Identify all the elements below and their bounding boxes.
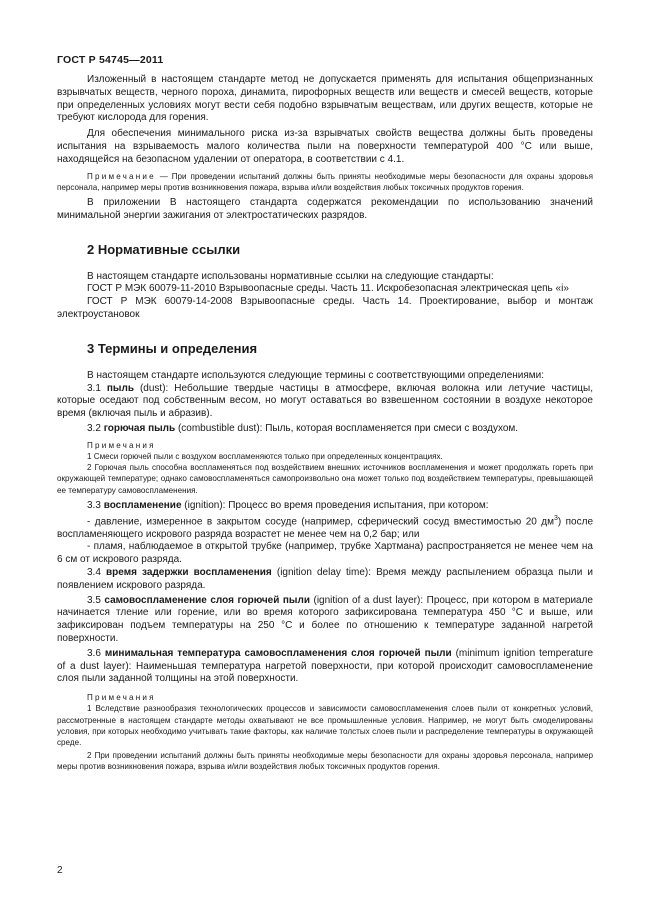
term-number: 3.3 xyxy=(87,499,104,511)
note-text: — При проведении испытаний должны быть приняты необходимые меры безопасности для охраны здоровья персонала, например меры против возникновения пожара, взрыва и/или воздействия любых токсичных продуктов горения. xyxy=(57,171,593,192)
intro-paragraph-3: В приложении В настоящего стандарта содержатся рекомендации по использованию значений минимальной энергии зажигания от электростатических разрядов. xyxy=(57,196,593,221)
section-2-intro: В настоящем стандарте использованы нормативные ссылки на следующие стандарты: xyxy=(87,270,494,282)
term-definition: (minimum ignition temperature of a dust layer): Наименьшая температура нагретой поверхности, при которой происходит самовоспламенение слоя пыли заданной толщины на этой поверхности. xyxy=(57,647,593,685)
term-number: 3.6 xyxy=(87,647,105,659)
note-2-1: 1 Вследствие разнообразия технологических процессов и зависимости самовоспламенения слоев пыли от конкретных условий, рассмотренные в настоящем стандарте методы охватывают не все промышленные условия. Например, не могут быть смоделированы условия, при которых необходимо учитывать такие факторы, как наличие толстых слоев пыли и распределение температуры в окружающей среде. xyxy=(57,704,593,748)
term-3-3-item-flame: - пламя, наблюдаемое в открытой трубке (например, трубке Хартмана) распространяется не менее чем на 6 см от искрового разряда. xyxy=(57,541,593,566)
intro-note xyxy=(57,171,593,193)
term-name: пыль xyxy=(106,382,134,394)
term-definition: (combustible dust): Пыль, которая воспламеняется при смеси с воздухом. xyxy=(175,422,519,434)
term-3-3-item-pressure xyxy=(57,513,593,542)
term-3-6 xyxy=(57,648,593,686)
item-text: ) после воспламеняющего искрового разряда возрастет не менее чем на 0,2 бар; или xyxy=(57,515,593,540)
section-3-intro: В настоящем стандарте используются следующие термины с соответствующими определениями: xyxy=(87,369,545,381)
note-2-2: 2 При проведении испытаний должны быть приняты необходимые меры безопасности для охраны здоровья персонала, например меры против возникновения пожара, взрыва и/или воздействия любых токсичных продуктов горения. xyxy=(57,751,593,772)
reference-gost-60079-14: ГОСТ Р МЭК 60079-14-2008 Взрывоопасные среды. Часть 14. Проектирование, выбор и монтаж электроустановок xyxy=(57,296,593,320)
term-name: время задержки воспламенения xyxy=(106,567,272,579)
term-3-4 xyxy=(57,567,593,593)
term-3-3 xyxy=(57,500,593,513)
term-name: минимальная температура самовоспламенения слоя горючей пыли xyxy=(104,647,452,659)
term-definition: (ignition of a dust layer): Процесс, при котором в материале начинается тление или горение, или во время которого зафиксирована температура 450 °С и выше, или зафиксирован подъем температуры на 250 °С и более по отношению к температуре заданной нагретой поверхности. xyxy=(57,594,593,645)
superscript: 3 xyxy=(553,514,558,522)
item-text: - давление, измеренное в закрытом сосуде (например, сферический сосуд вместимостью 20 дм xyxy=(87,515,554,527)
notes-label-2: Примечания xyxy=(87,693,156,703)
intro-paragraph-1: Изложенный в настоящем стандарте метод не допускается применять для испытания общепризнанных взрывчатых веществ, черного пороха, динамита, пирофорных веществ или веществ и смесей веществ, которые при определенных условиях могут вести себя подобно взрывчатым веществам, или других веществ, которые не требуют кислорода для горения. xyxy=(57,74,593,124)
term-number: 3.5 xyxy=(87,594,105,606)
page-number: 2 xyxy=(57,865,63,876)
term-definition: (ignition): Процесс во время проведения испытания, при котором: xyxy=(181,499,489,511)
section-2-heading: 2 Нормативные ссылки xyxy=(87,241,241,257)
intro-paragraph-2: Для обеспечения минимального риска из-за взрывчатых свойств вещества должны быть проведены испытания на взрываемость малого количества пыли на поверхности температурой 400 °С или выше, находящейся на безопасном удалении от оператора, в соответствии с 4.1. xyxy=(57,128,593,165)
term-3-1 xyxy=(57,383,593,421)
term-name: воспламенение xyxy=(103,499,182,511)
term-3-2 xyxy=(57,423,593,436)
standard-designation: ГОСТ Р 54745—2011 xyxy=(57,54,164,66)
note-label: Примечание xyxy=(87,171,156,181)
term-number: 3.1 xyxy=(87,382,107,394)
note-1-2: 2 Горючая пыль способна воспламеняться под воздействием внешних источников воспламенения и может продолжать гореть при окружающей температуре; однако самовоспламеняться самопроизвольно она может только под воздействием температуры, превышающей ее температуру самовоспламенения. xyxy=(57,463,593,495)
term-3-5 xyxy=(57,595,593,646)
notes-label-1: Примечания xyxy=(87,440,156,450)
section-3-heading: 3 Термины и определения xyxy=(87,340,258,356)
term-definition: (dust): Небольшие твердые частицы в атмосфере, включая волокна или летучие частицы, которые оседают под собственным весом, но могут оставаться во взвешенном состоянии в воздухе некоторое время (включая пыль и абразив). xyxy=(57,382,593,420)
term-definition: (ignition delay time): Время между распылением образца пыли и появлением искрового разряда. xyxy=(57,567,594,591)
note-1-1: 1 Смеси горючей пыли с воздухом воспламеняются только при определенных концентрациях. xyxy=(87,451,443,461)
page-content xyxy=(57,68,593,773)
reference-gost-60079-11: ГОСТ Р МЭК 60079-11-2010 Взрывоопасные среды. Часть 11. Искробезопасная электрическая цепь «i» xyxy=(87,283,569,295)
term-name: горючая пыль xyxy=(103,422,176,434)
term-number: 3.2 xyxy=(87,422,104,434)
term-number: 3.4 xyxy=(87,567,107,579)
term-name: самовоспламенение слоя горючей пыли xyxy=(104,594,310,606)
